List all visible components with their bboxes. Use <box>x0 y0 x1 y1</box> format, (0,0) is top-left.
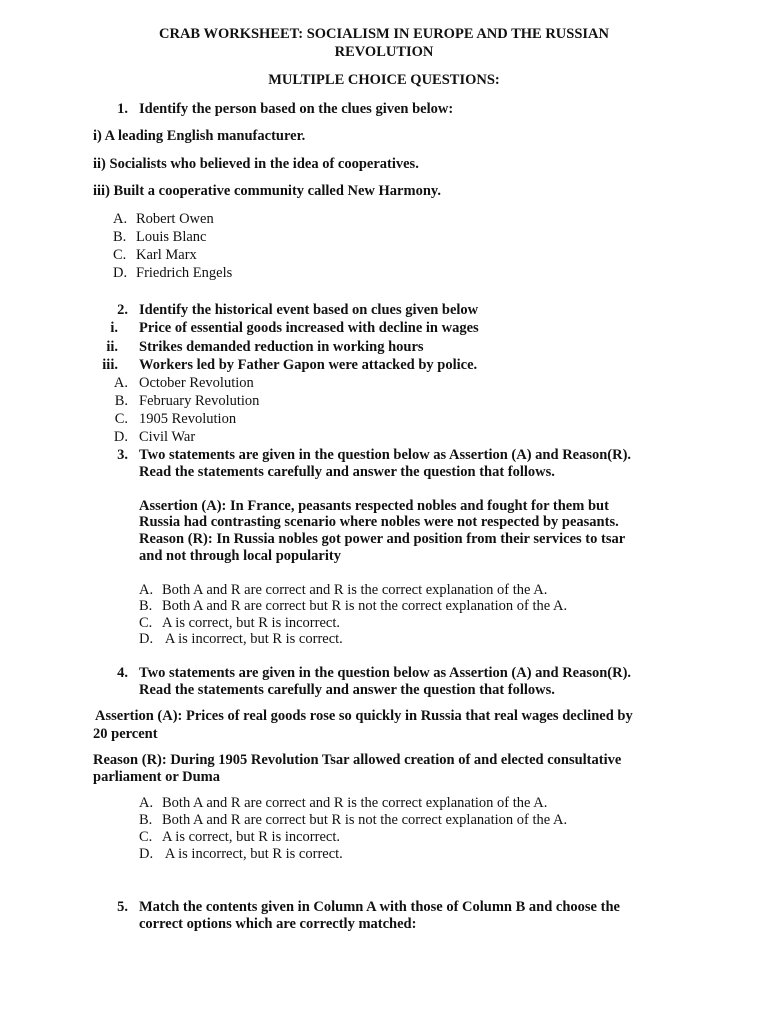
worksheet-title-line1: CRAB WORKSHEET: SOCIALISM IN EUROPE AND THE RUSSIAN <box>159 26 609 42</box>
q4-option-a-letter: A. <box>139 795 154 811</box>
q2-clue-1-number: i. <box>110 320 118 336</box>
q2-clue-2-number: ii. <box>106 339 118 355</box>
q2-option-c-letter: C. <box>114 411 128 427</box>
q1-option-a-letter: A. <box>113 211 128 227</box>
q1-option-a: Robert Owen <box>136 211 214 227</box>
q1-option-c-letter: C. <box>113 247 127 263</box>
q4-prompt-line1: Two statements are given in the question below as Assertion (A) and Reason(R). <box>139 665 632 681</box>
q4-option-d-letter: D. <box>139 846 154 862</box>
q2-clue-3-number: iii. <box>102 357 118 373</box>
q4-assertion-line1: Assertion (A): Prices of real goods rose so quickly in Russia that real wages declined by <box>95 708 633 724</box>
q2-option-a: October Revolution <box>139 375 254 391</box>
q1-option-d-letter: D. <box>113 265 128 281</box>
q4-option-b-letter: B. <box>139 812 153 828</box>
q1-option-b-letter: B. <box>113 229 127 245</box>
q2-clue-3: Workers led by Father Gapon were attacked by police. <box>139 357 478 373</box>
q3-option-b: Both A and R are correct but R is not the correct explanation of the A. <box>162 598 568 614</box>
q1-prompt: Identify the person based on the clues given below: <box>139 101 454 117</box>
q3-assertion-line1: Assertion (A): In France, peasants respected nobles and fought for them but <box>139 498 609 514</box>
q2-option-a-letter: A. <box>113 375 128 391</box>
q2-option-c: 1905 Revolution <box>139 411 237 427</box>
q3-prompt-line2: Read the statements carefully and answer the question that follows. <box>139 464 555 480</box>
q5-prompt-line1: Match the contents given in Column A with those of Column B and choose the <box>139 899 620 915</box>
q4-number: 4. <box>117 665 128 681</box>
q5-number: 5. <box>117 899 128 915</box>
q2-option-b: February Revolution <box>139 393 260 409</box>
q1-number: 1. <box>117 101 128 117</box>
q5-prompt-line2: correct options which are correctly matched: <box>139 916 417 932</box>
q2-option-d-letter: D. <box>113 429 128 445</box>
q3-option-a: Both A and R are correct and R is the correct explanation of the A. <box>162 582 548 598</box>
q2-clue-1: Price of essential goods increased with decline in wages <box>139 320 479 336</box>
q3-option-b-letter: B. <box>139 598 153 614</box>
q2-option-d: Civil War <box>139 429 196 445</box>
q1-clue-2: ii) Socialists who believed in the idea of cooperatives. <box>93 156 419 172</box>
q1-option-d: Friedrich Engels <box>136 265 233 281</box>
q3-number: 3. <box>117 447 128 463</box>
q1-clue-1: i) A leading English manufacturer. <box>93 128 306 144</box>
q3-option-c-letter: C. <box>139 615 153 631</box>
q4-option-d: A is incorrect, but R is correct. <box>162 846 343 862</box>
q3-option-d-letter: D. <box>139 631 154 647</box>
q4-reason-line2: parliament or Duma <box>93 769 221 785</box>
q3-reason-line2: and not through local popularity <box>139 548 341 564</box>
q3-prompt-line1: Two statements are given in the question below as Assertion (A) and Reason(R). <box>139 447 632 463</box>
q3-assertion-line2: Russia had contrasting scenario where nobles were not respected by peasants. <box>139 514 619 530</box>
q2-clue-2: Strikes demanded reduction in working hours <box>139 339 424 355</box>
q1-option-b: Louis Blanc <box>136 229 207 245</box>
q4-reason-line1: Reason (R): During 1905 Revolution Tsar allowed creation of and elected consultative <box>93 752 622 768</box>
worksheet-title-line2: REVOLUTION <box>334 44 434 60</box>
q4-option-c: A is correct, but R is incorrect. <box>162 829 340 845</box>
q3-option-c: A is correct, but R is incorrect. <box>162 615 340 631</box>
q4-option-c-letter: C. <box>139 829 153 845</box>
q4-option-a: Both A and R are correct and R is the correct explanation of the A. <box>162 795 548 811</box>
q1-option-c: Karl Marx <box>136 247 197 263</box>
q4-prompt-line2: Read the statements carefully and answer the question that follows. <box>139 682 555 698</box>
q2-number: 2. <box>117 302 128 318</box>
q2-prompt: Identify the historical event based on clues given below <box>139 302 479 318</box>
q2-option-b-letter: B. <box>114 393 128 409</box>
q3-reason-line1: Reason (R): In Russia nobles got power and position from their services to tsar <box>139 531 626 547</box>
q4-option-b: Both A and R are correct but R is not the correct explanation of the A. <box>162 812 568 828</box>
q3-option-a-letter: A. <box>139 582 154 598</box>
q1-clue-3: iii) Built a cooperative community called New Harmony. <box>93 183 441 199</box>
section-heading: MULTIPLE CHOICE QUESTIONS: <box>268 72 500 88</box>
q3-option-d: A is incorrect, but R is correct. <box>162 631 343 647</box>
q4-assertion-line2: 20 percent <box>93 726 158 742</box>
